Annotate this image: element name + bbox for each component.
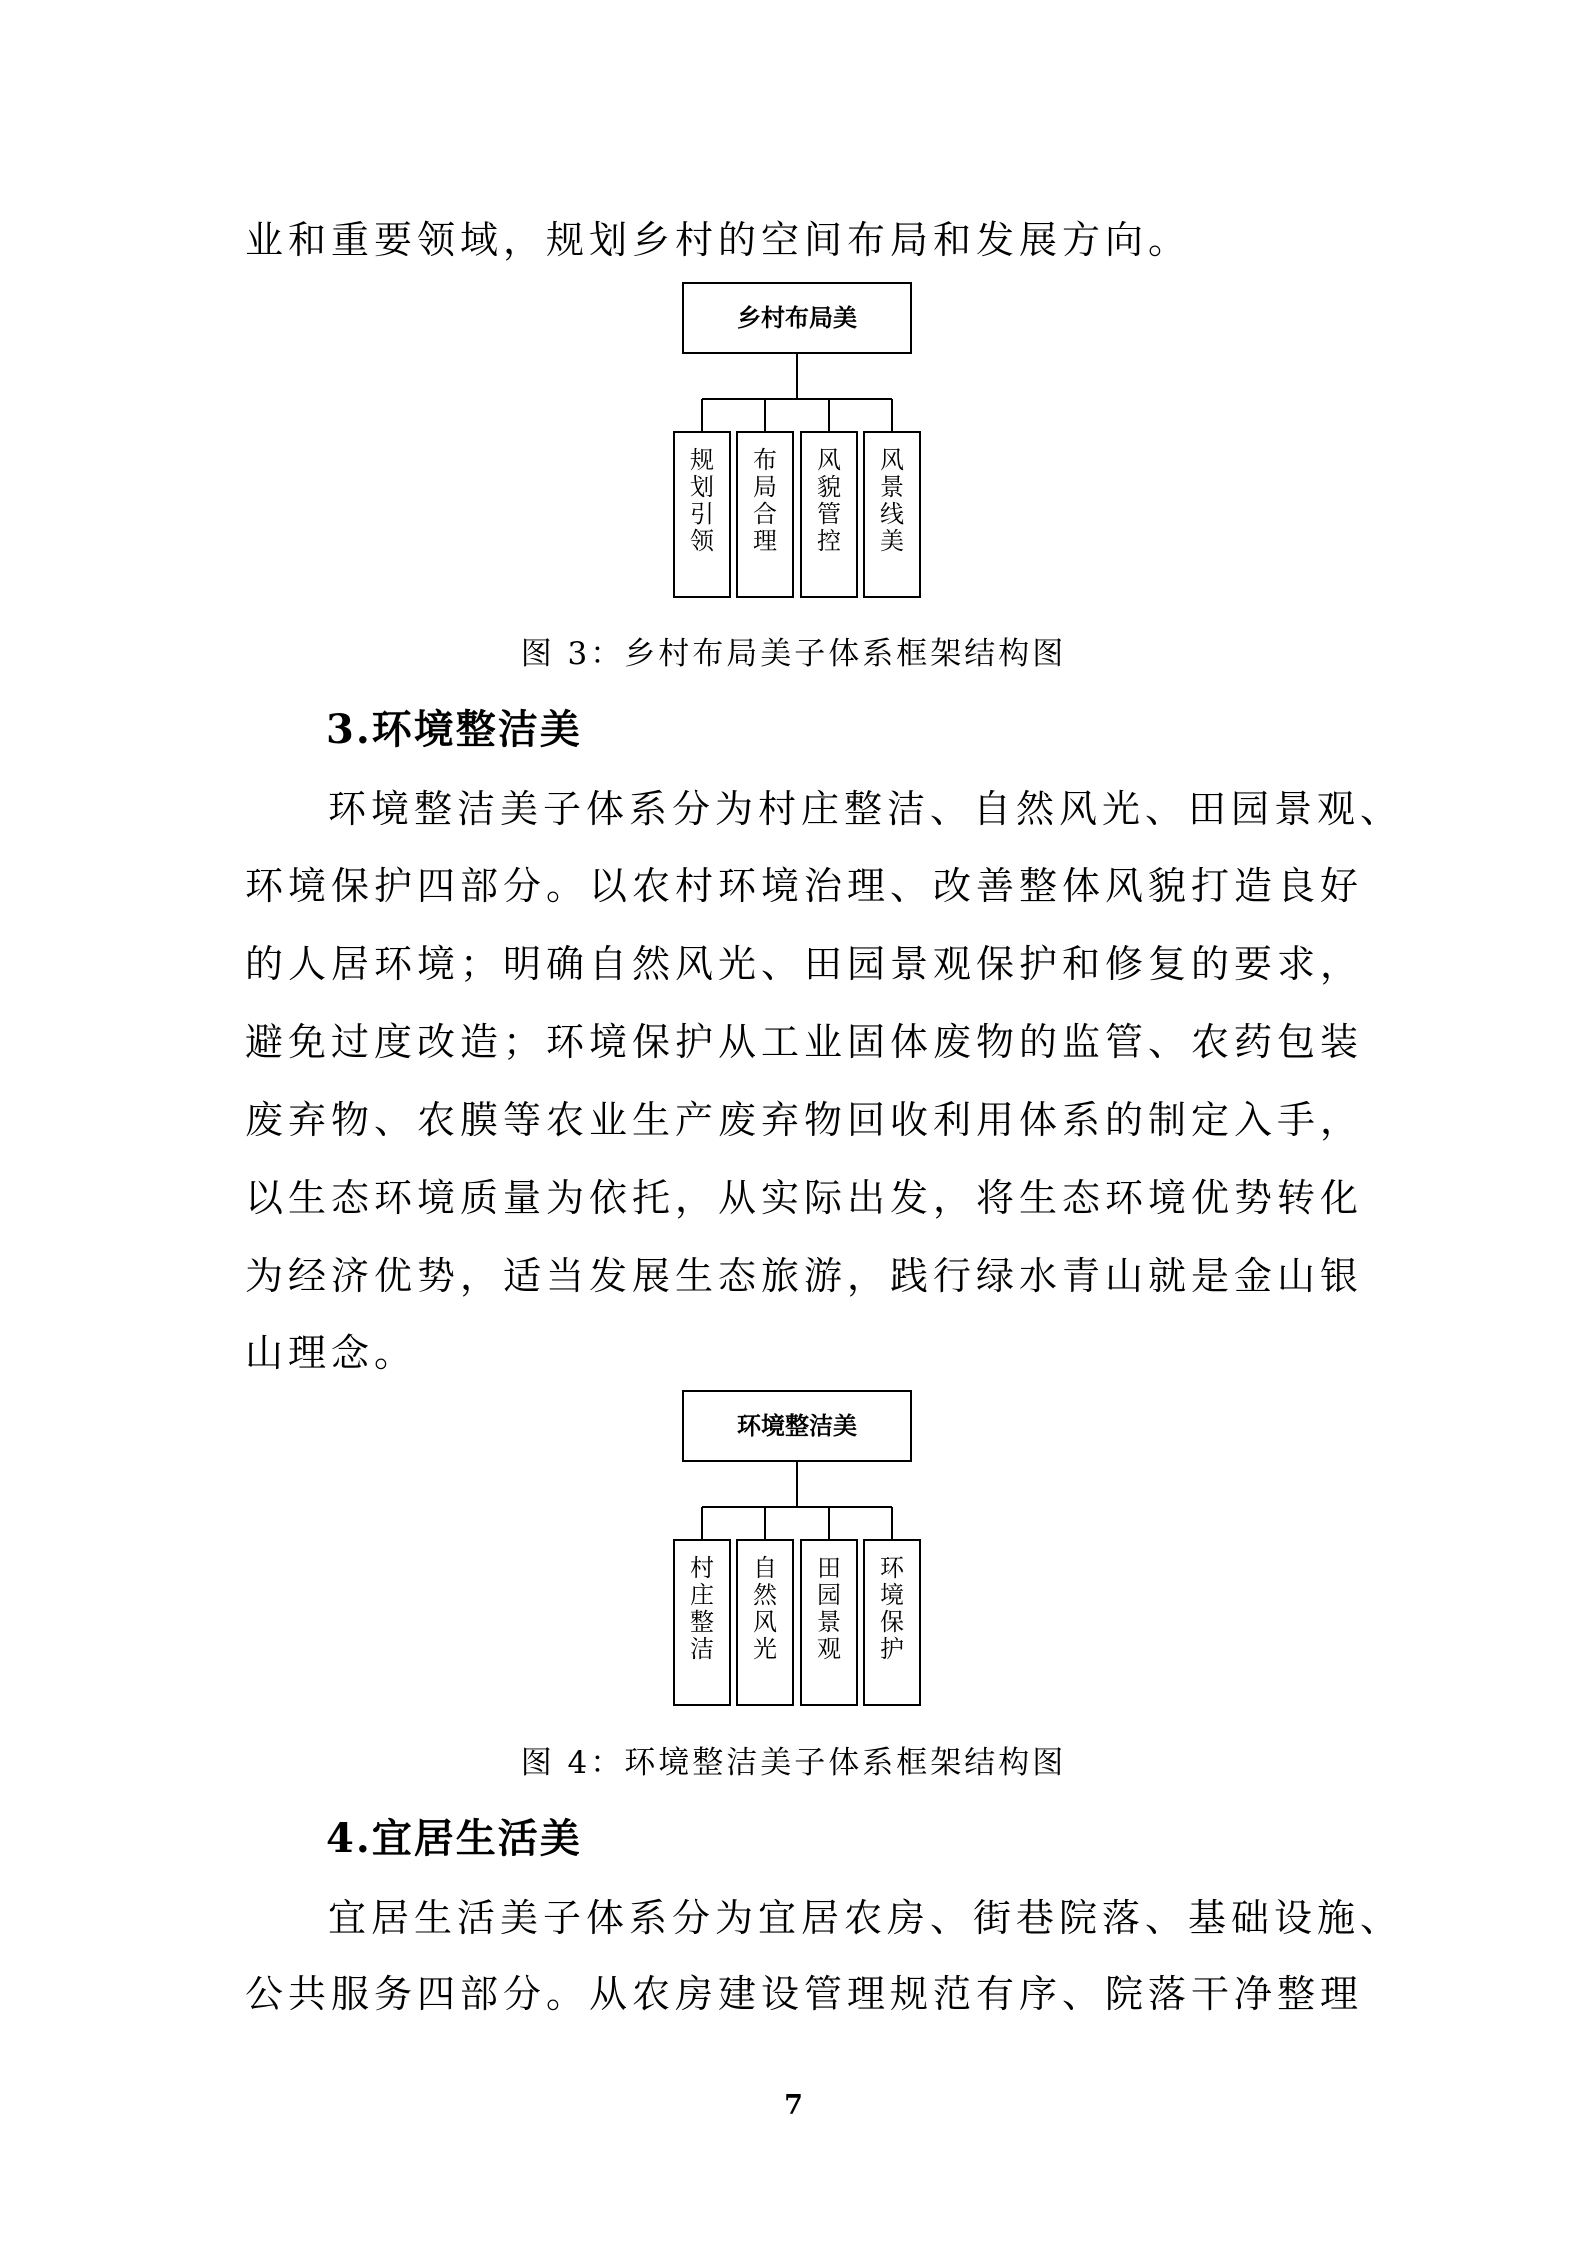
figure3-child-label-char: 局 [753,473,777,501]
section-3-line-5: 废弃物、农膜等农业生产废弃物回收利用体系的制定入手， [245,1098,1364,1142]
figure4-child-label-char: 洁 [690,1635,714,1663]
figure3-child-label-char: 风 [880,446,904,474]
section-3-line-3: 的人居环境；明确自然风光、田园景观保护和修复的要求， [245,942,1364,986]
figure4-child-label-char: 园 [817,1581,841,1609]
figure3-child-label-char: 合 [753,500,777,528]
figure-4-caption: 图 4：环境整洁美子体系框架结构图 [520,1745,1067,1781]
section-3-line-2: 环境保护四部分。以农村环境治理、改善整体风貌打造良好 [245,864,1364,908]
figure-3-title: 乡村布局美 [737,303,857,332]
figure4-child-label-char: 境 [880,1581,904,1609]
figure3-child-label-char: 领 [690,527,714,555]
section-3-heading: 3.环境整洁美 [326,706,582,753]
figure4-child-label-char: 村 [690,1554,714,1582]
figure4-child-label-char: 观 [817,1635,841,1663]
figure4-child-label-char: 保 [880,1608,904,1636]
section-3-line-4: 避免过度改造；环境保护从工业固体废物的监管、农药包装 [245,1020,1364,1064]
figure-4-svg [0,1386,1587,1716]
figure4-child-label-char: 自 [753,1554,777,1582]
figure-4-title: 环境整洁美 [737,1411,857,1440]
section-3-line-1: 环境整洁美子体系分为村庄整洁、自然风光、田园景观、 [328,787,1404,831]
section-3-line-8: 山理念。 [245,1331,418,1375]
figure3-child-label-char: 貌 [817,473,841,501]
section-4-line-2: 公共服务四部分。从农房建设管理规范有序、院落干净整理 [245,1972,1364,2016]
section-3-line-6: 以生态环境质量为依托，从实际出发，将生态环境优势转化 [245,1176,1364,1220]
figure3-child-label-char: 美 [880,527,904,555]
figure-3-diagram [0,278,1587,608]
figure4-child-label-char: 然 [753,1581,777,1609]
section-4-line-1: 宜居生活美子体系分为宜居农房、街巷院落、基础设施、 [328,1896,1404,1940]
figure4-child-label-char: 风 [753,1608,777,1636]
figure-3-svg [0,278,1587,608]
figure4-child-label-char: 整 [690,1608,714,1636]
figure4-child-label-char: 田 [817,1554,841,1582]
figure3-child-label-char: 线 [880,500,904,528]
figure3-child-label-char: 风 [817,446,841,474]
page-number: 7 [784,2090,803,2121]
figure3-child-label-char: 引 [690,500,714,528]
figure3-child-label-char: 控 [817,527,841,555]
figure4-child-label-char: 景 [817,1608,841,1636]
section-4-heading: 4.宜居生活美 [326,1815,582,1862]
figure4-child-label-char: 庄 [690,1581,714,1609]
paragraph-line: 业和重要领域，规划乡村的空间布局和发展方向。 [245,218,1192,262]
figure3-child-label-char: 规 [690,446,714,474]
figure4-child-label-char: 护 [880,1635,904,1663]
figure3-child-label-char: 理 [753,527,777,555]
figure4-child-label-char: 光 [753,1635,777,1663]
figure3-child-label-char: 景 [880,473,904,501]
figure3-child-label-char: 管 [817,500,841,528]
figure-3-caption: 图 3：乡村布局美子体系框架结构图 [520,636,1067,672]
section-3-line-7: 为经济优势，适当发展生态旅游，践行绿水青山就是金山银 [245,1254,1364,1298]
figure-4-diagram [0,1386,1587,1716]
figure3-child-label-char: 划 [690,473,714,501]
figure3-child-label-char: 布 [753,446,777,474]
figure4-child-label-char: 环 [880,1554,904,1582]
